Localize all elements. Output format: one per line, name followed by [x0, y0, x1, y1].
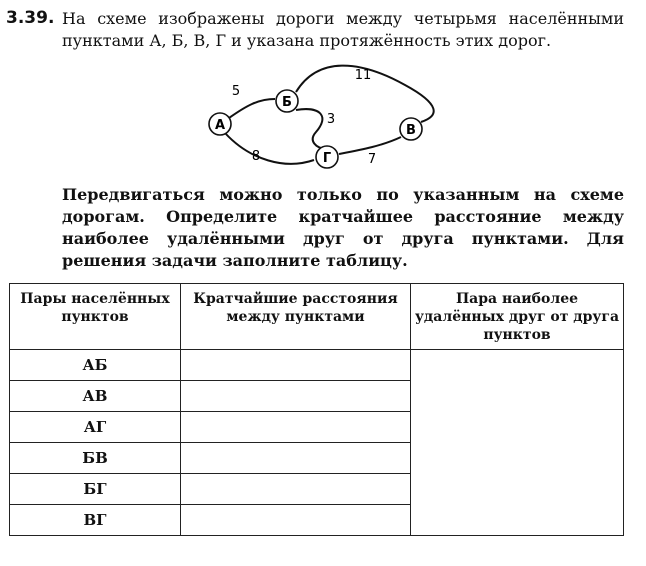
distance-input-cell[interactable]	[181, 350, 411, 381]
node-a-label: А	[214, 118, 226, 133]
task-table	[9, 283, 624, 536]
distance-input-cell[interactable]	[181, 443, 411, 474]
table-header-row	[10, 284, 624, 350]
answer-cell[interactable]	[411, 350, 624, 536]
header-pairs: Пары населённых пунктов	[10, 284, 181, 350]
distance-input-cell[interactable]	[181, 474, 411, 505]
question-text: Передвигаться можно только по указанным на схеме дорогам. Определите кратчайшее расстояние между наиболее удалёнными друг от друга пунктами. Для решения задачи заполните таблицу.	[62, 185, 624, 270]
distance-a-g: 8	[251, 149, 261, 164]
distance-b-g: 3	[326, 112, 336, 127]
distance-input-cell[interactable]	[181, 505, 411, 536]
distance-input-cell[interactable]	[181, 381, 411, 412]
pair-cell: ВГ	[10, 505, 181, 536]
road-b-g	[296, 109, 326, 149]
pair-cell: АБ	[10, 350, 181, 381]
table-row	[10, 350, 624, 381]
distance-input-cell[interactable]	[181, 412, 411, 443]
distance-a-b: 5	[231, 84, 241, 99]
node-b-label: Б	[282, 95, 292, 110]
distance-g-v: 7	[367, 152, 377, 167]
road-a-g	[225, 133, 314, 164]
pair-cell: БГ	[10, 474, 181, 505]
node-v-label: В	[406, 123, 416, 138]
distance-b-v: 11	[354, 68, 372, 83]
pair-cell: БВ	[10, 443, 181, 474]
intro-text: На схеме изображены дороги между четырьмя населёнными пунктами А, Б, В, Г и указана протяжённость этих дорог.	[62, 9, 624, 50]
header-farthest-pair: Пара наиболее удалённых друг от друга пунктов	[411, 284, 624, 350]
pair-cell: АГ	[10, 412, 181, 443]
header-distances: Кратчайшие расстояния между пунктами	[181, 284, 411, 350]
task-number: 3.39.	[6, 8, 55, 28]
road-a-b	[229, 99, 275, 118]
pair-cell: АВ	[10, 381, 181, 412]
node-g-label: Г	[322, 151, 332, 166]
